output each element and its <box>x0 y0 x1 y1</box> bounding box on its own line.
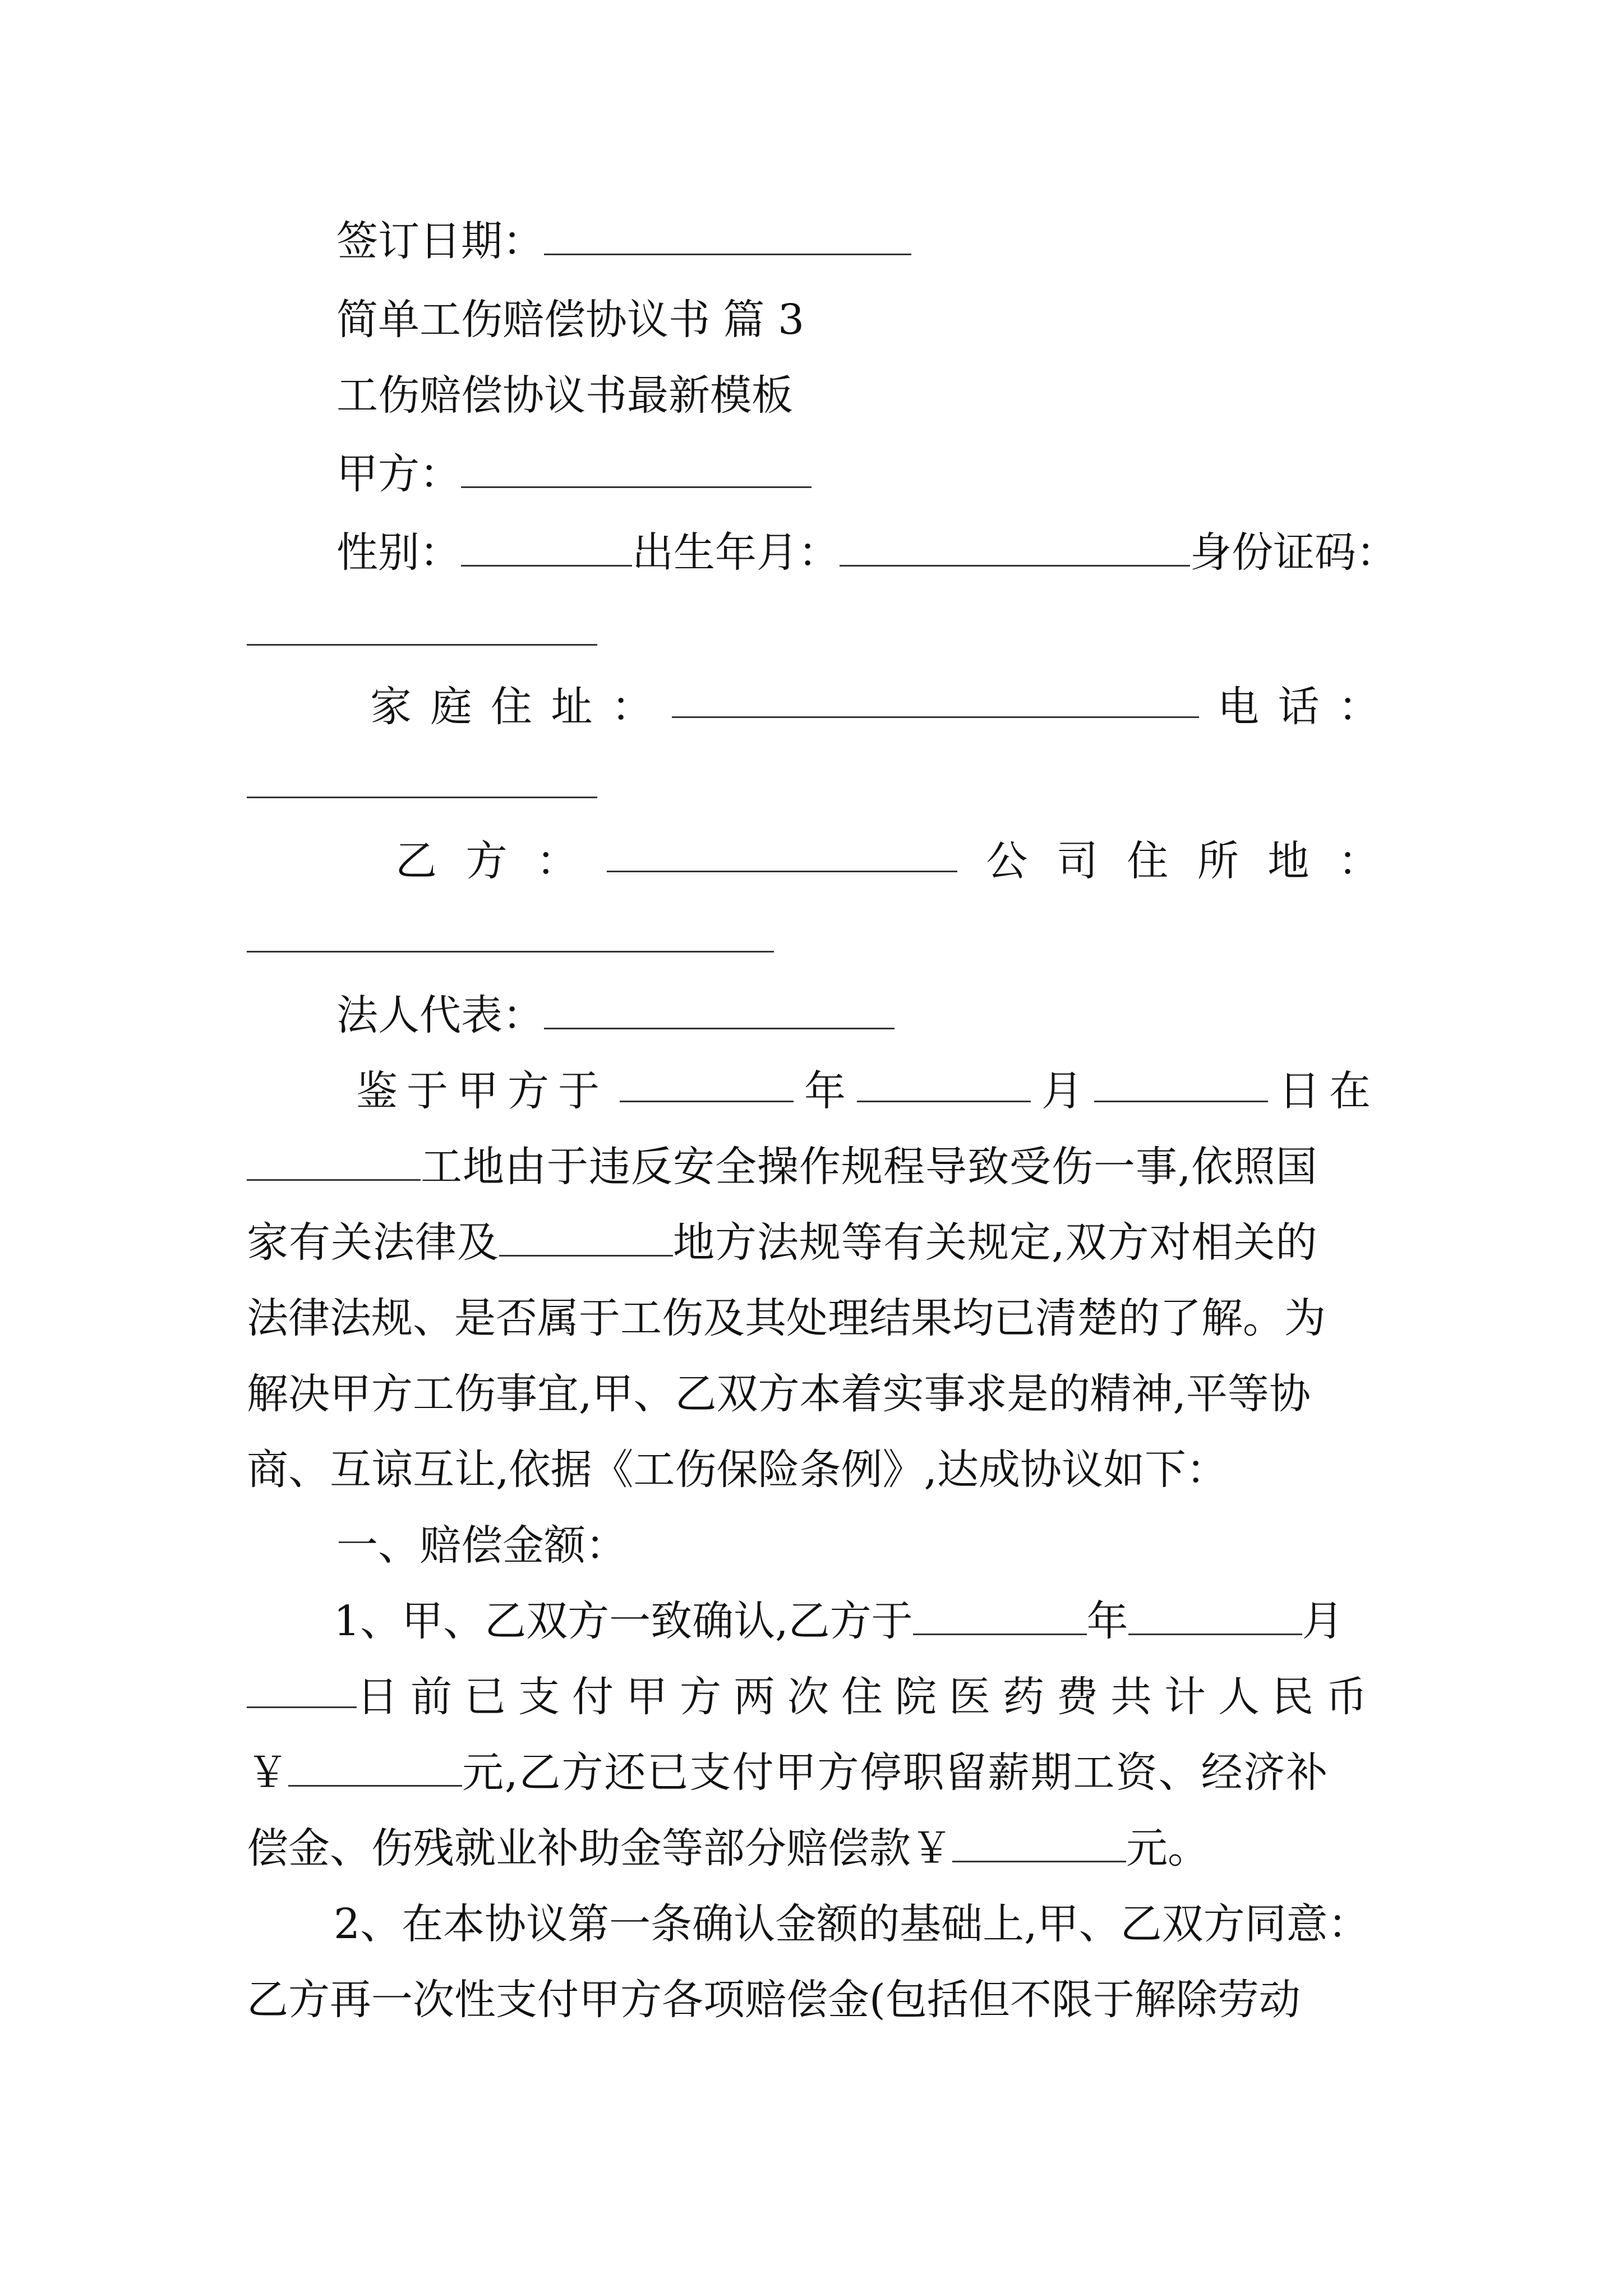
home-address-colon: ： <box>611 683 653 731</box>
item-1-year-label: 年 <box>1086 1597 1128 1645</box>
p1-line-1 <box>356 1066 1380 1116</box>
item-1-line-2-text: 日前已支付甲方两次住院医药费共计人民币 <box>357 1673 1380 1721</box>
home-address-char-4: 址 <box>551 683 593 731</box>
company-address-char-2: 司 <box>1056 837 1098 885</box>
party-a-row <box>336 449 811 499</box>
heading-part: 简单工伤赔偿协议书 篇 3 <box>336 296 805 344</box>
gender-label: 性别： <box>336 528 461 577</box>
item-1-month-label: 月 <box>1302 1597 1344 1645</box>
company-address-char-4: 所 <box>1197 837 1239 885</box>
home-address-char-3: 住 <box>491 683 532 731</box>
home-address-char-2: 庭 <box>430 683 472 731</box>
birth-blank[interactable] <box>840 530 1190 567</box>
item-1-line-3 <box>247 1747 1380 1798</box>
p1-line-5: 解决甲方工伤事宜,甲、乙双方本着实事求是的精神,平等协 <box>247 1370 1311 1418</box>
item-1-line-2 <box>247 1672 1380 1722</box>
company-address-char-3: 住 <box>1127 837 1169 885</box>
sign-date-label: 签订日期： <box>336 217 544 265</box>
item-1-amount-1-blank[interactable] <box>288 1750 462 1787</box>
item-1-day-blank[interactable] <box>247 1672 357 1708</box>
party-b-char-2: 方 <box>465 837 508 885</box>
p1-site-blank[interactable] <box>247 1144 421 1181</box>
phone-char-1: 电 <box>1218 683 1259 731</box>
party-b-blank[interactable] <box>607 836 957 872</box>
party-b-row <box>395 836 1380 886</box>
id-code-label: 身份证码： <box>1190 528 1398 577</box>
item-2-line-2: 乙方再一次性支付甲方各项赔偿金(包括但不限于解除劳动 <box>247 1976 1301 2024</box>
party-b-colon: ： <box>536 837 578 885</box>
item-1-year-blank[interactable] <box>913 1599 1087 1635</box>
p1-line-3 <box>247 1217 1380 1268</box>
gender-blank[interactable] <box>461 530 632 567</box>
item-2-line-1: 2、在本协议第一条确认金额的基础上,甲、乙双方同意： <box>334 1900 1370 1948</box>
phone-blank[interactable] <box>247 797 597 798</box>
id-code-blank[interactable] <box>247 644 597 646</box>
p1-line-2 <box>247 1142 1380 1192</box>
p1-year-label: 年 <box>804 1067 846 1115</box>
party-a-label: 甲方： <box>336 450 461 498</box>
party-a-blank[interactable] <box>461 452 811 488</box>
company-address-colon: ： <box>1338 837 1380 885</box>
home-address-blank[interactable] <box>672 682 1199 718</box>
p1-line-2-text: 工地由于违反安全操作规程导致受伤一事,依照国 <box>421 1143 1318 1191</box>
p1-month-label: 月 <box>1041 1067 1083 1115</box>
phone-char-2: 话 <box>1278 683 1320 731</box>
item-1-line-4-end: 元。 <box>1126 1824 1209 1872</box>
sign-date-blank[interactable] <box>544 219 911 255</box>
personal-info-row <box>336 527 1398 578</box>
company-address-char-5: 地 <box>1267 837 1310 885</box>
p1-region-blank[interactable] <box>499 1220 673 1257</box>
company-address-char-1: 公 <box>986 837 1028 885</box>
p1-line-4: 法律法规、是否属于工伤及其处理结果均已清楚的了解。为 <box>247 1294 1326 1342</box>
legal-rep-blank[interactable] <box>544 993 895 1029</box>
item-1-month-blank[interactable] <box>1128 1599 1302 1635</box>
company-address-blank[interactable] <box>247 951 774 953</box>
p1-lead: 鉴于甲方于 <box>356 1067 608 1115</box>
item-1-line-4-text: 偿金、伤残就业补助金等部分赔偿款￥ <box>247 1824 952 1872</box>
legal-rep-label: 法人代表： <box>336 991 544 1039</box>
item-1-line-3-text: 元,乙方还已支付甲方停职留薪期工资、经济补 <box>462 1749 1329 1797</box>
p1-day-label: 日在 <box>1279 1067 1380 1115</box>
phone-colon: ： <box>1338 683 1380 731</box>
item-1-amount-2-blank[interactable] <box>952 1826 1126 1862</box>
item-1-line-1 <box>334 1596 1344 1646</box>
legal-rep-row <box>336 990 895 1041</box>
item-1-line-4 <box>247 1823 1380 1874</box>
section-1-title: 一、赔偿金额： <box>336 1521 627 1570</box>
item-1-lead: 1、甲、乙双方一致确认,乙方于 <box>334 1597 913 1645</box>
heading-template: 工伤赔偿协议书最新模板 <box>336 371 793 420</box>
p1-month-blank[interactable] <box>857 1066 1031 1102</box>
address-row <box>370 682 1380 732</box>
party-b-char-1: 乙 <box>395 837 437 885</box>
item-1-currency-1: ￥ <box>247 1749 288 1797</box>
p1-line-6: 商、互谅互让,依据《工伤保险条例》,达成协议如下： <box>247 1446 1228 1494</box>
p1-line-3-text-a: 家有关法律及 <box>247 1218 499 1267</box>
sign-date-row <box>336 216 911 266</box>
birth-label: 出生年月： <box>632 528 840 577</box>
p1-year-blank[interactable] <box>620 1066 794 1102</box>
p1-day-blank[interactable] <box>1094 1066 1268 1102</box>
home-address-char-1: 家 <box>370 683 412 731</box>
p1-line-3-text-b: 地方法规等有关规定,双方对相关的 <box>673 1218 1318 1267</box>
